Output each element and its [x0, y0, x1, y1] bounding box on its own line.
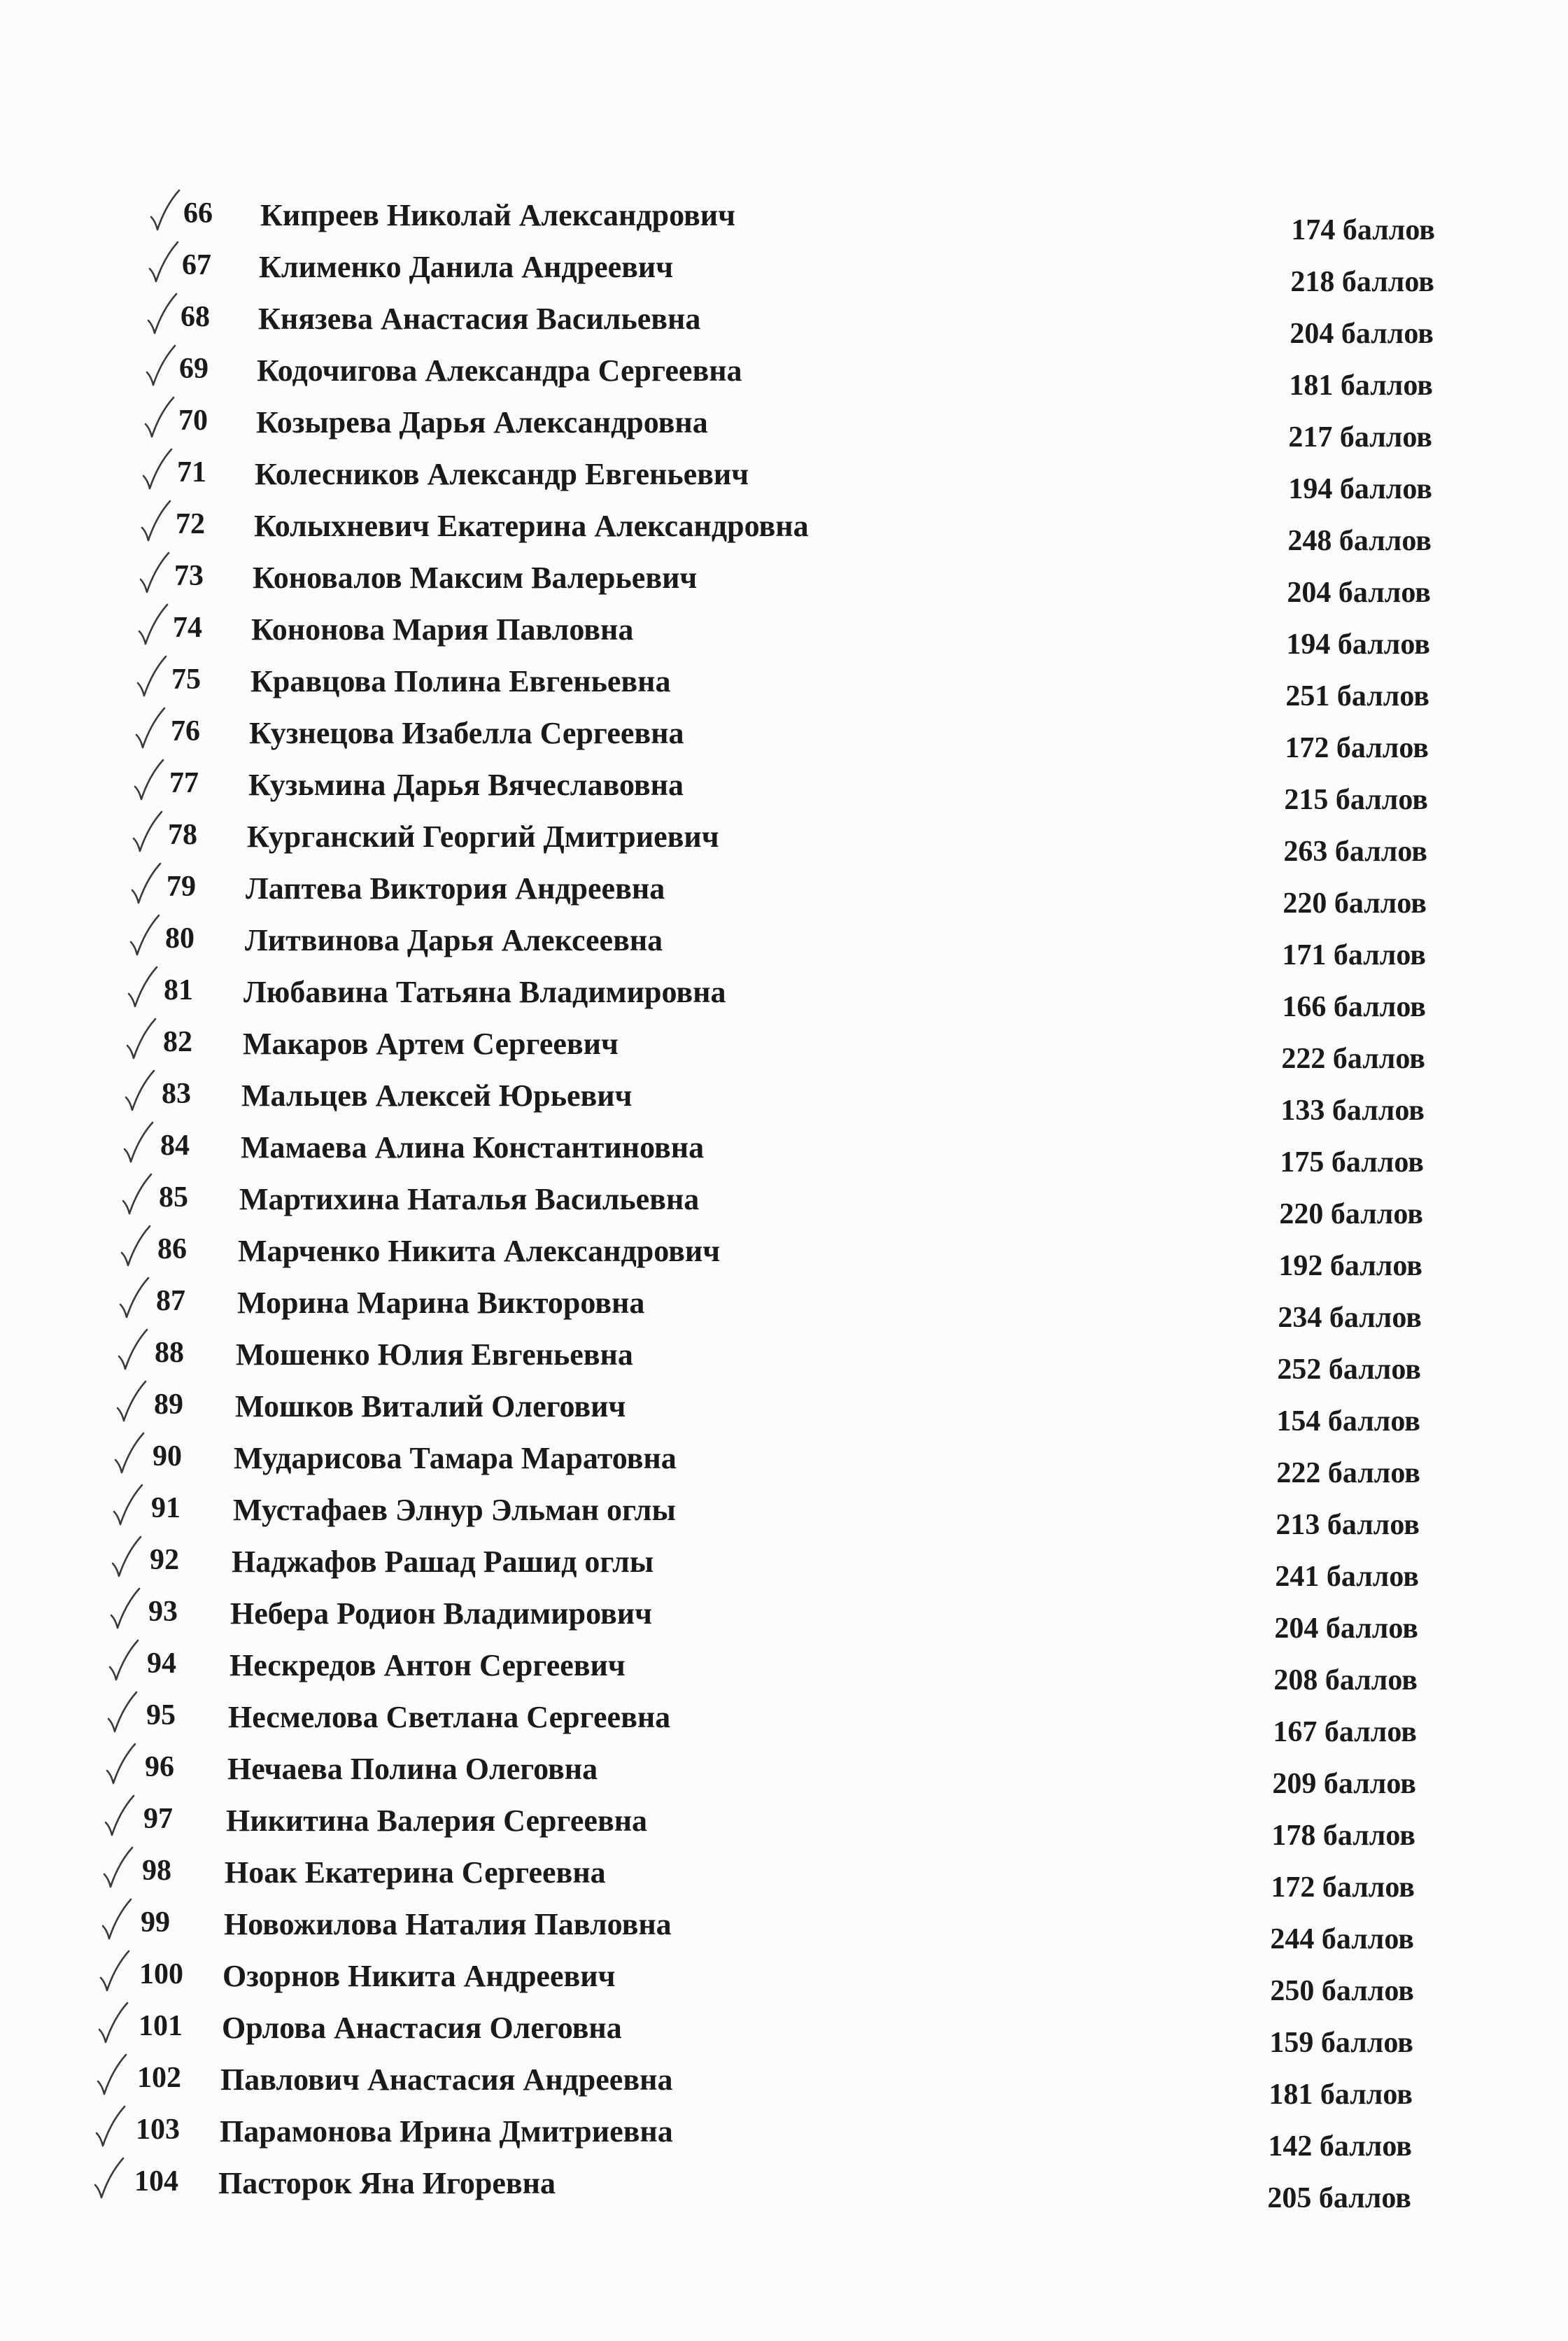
handwritten-checkmark-icon [116, 1328, 148, 1372]
student-name: Озорнов Никита Андреевич [223, 1959, 616, 1993]
list-item [0, 197, 1568, 249]
student-score: 213 баллов [1276, 1509, 1420, 1541]
handwritten-checkmark-icon [110, 1535, 142, 1579]
handwritten-checkmark-icon [136, 603, 169, 647]
handwritten-checkmark-icon [106, 1691, 138, 1734]
student-name: Лаптева Виктория Андреевна [246, 871, 665, 906]
student-name: Павлович Анастасия Андреевна [220, 2062, 673, 2097]
student-score: 222 баллов [1281, 1043, 1425, 1075]
handwritten-checkmark-icon [141, 448, 173, 491]
student-score: 234 баллов [1278, 1302, 1422, 1334]
list-item [0, 974, 1568, 1026]
student-score: 204 баллов [1287, 577, 1431, 609]
list-item [0, 1855, 1568, 1906]
student-name: Мальцев Алексей Юрьевич [241, 1078, 633, 1113]
handwritten-checkmark-icon [104, 1743, 136, 1786]
student-score: 171 баллов [1282, 939, 1426, 971]
list-item [0, 1647, 1568, 1699]
row-number: 66 [183, 197, 213, 230]
row-number: 97 [143, 1803, 173, 1835]
list-item [0, 1958, 1568, 2010]
row-number: 78 [168, 819, 197, 851]
student-score: 194 баллов [1286, 628, 1430, 661]
student-score: 194 баллов [1288, 473, 1432, 505]
student-score: 244 баллов [1270, 1923, 1414, 1955]
row-number: 68 [181, 301, 210, 333]
handwritten-checkmark-icon [100, 1898, 132, 1941]
student-name: Мустафаев Элнур Эльман оглы [233, 1493, 676, 1527]
student-name: Литвинова Дарья Алексеевна [245, 923, 663, 957]
student-name: Любавина Татьяна Владимировна [243, 975, 726, 1009]
list-item [0, 922, 1568, 974]
student-name: Князева Анастасия Васильевна [258, 302, 701, 336]
student-score: 215 баллов [1284, 784, 1428, 816]
student-score: 251 баллов [1285, 680, 1429, 712]
student-score: 250 баллов [1270, 1975, 1414, 2007]
handwritten-checkmark-icon [111, 1484, 143, 1527]
row-number: 76 [171, 715, 200, 747]
list-item [0, 560, 1568, 612]
row-number: 83 [162, 1078, 191, 1110]
handwritten-checkmark-icon [148, 189, 181, 232]
student-score: 175 баллов [1280, 1146, 1424, 1179]
student-score: 218 баллов [1290, 266, 1434, 298]
handwritten-checkmark-icon [135, 655, 167, 698]
row-number: 100 [139, 1958, 183, 1990]
row-number: 70 [178, 405, 208, 437]
handwritten-checkmark-icon [131, 810, 163, 854]
student-name: Макаров Артем Сергеевич [243, 1027, 619, 1061]
student-score: 222 баллов [1276, 1457, 1420, 1489]
student-name: Козырева Дарья Александровна [256, 405, 708, 440]
student-score: 205 баллов [1267, 2182, 1411, 2214]
student-score: 204 баллов [1290, 318, 1434, 350]
handwritten-checkmark-icon [125, 1018, 157, 1061]
student-score: 192 баллов [1278, 1250, 1422, 1282]
list-item [0, 1026, 1568, 1078]
student-name: Небера Родион Владимирович [230, 1596, 652, 1631]
student-score: 217 баллов [1288, 421, 1432, 454]
handwritten-checkmark-icon [147, 241, 179, 284]
list-item [0, 456, 1568, 508]
handwritten-checkmark-icon [146, 293, 178, 336]
student-score: 209 баллов [1272, 1768, 1416, 1800]
row-number: 103 [136, 2114, 180, 2146]
row-number: 91 [151, 1492, 181, 1524]
student-name: Ноак Екатерина Сергеевна [225, 1855, 606, 1890]
row-number: 67 [182, 249, 211, 281]
row-number: 82 [163, 1026, 192, 1058]
student-name: Кузнецова Изабелла Сергеевна [249, 716, 684, 750]
handwritten-checkmark-icon [128, 914, 160, 957]
row-number: 74 [173, 612, 202, 644]
list-item [0, 1078, 1568, 1130]
student-score: 220 баллов [1279, 1198, 1423, 1230]
handwritten-checkmark-icon [94, 2105, 126, 2149]
row-number: 71 [177, 456, 206, 488]
list-item [0, 1130, 1568, 1181]
student-score: 252 баллов [1277, 1354, 1421, 1386]
handwritten-checkmark-icon [108, 1587, 141, 1631]
row-number: 86 [157, 1233, 187, 1265]
student-score: 174 баллов [1291, 214, 1435, 246]
handwritten-checkmark-icon [101, 1846, 134, 1890]
handwritten-checkmark-icon [138, 551, 170, 595]
list-item [0, 871, 1568, 922]
student-score: 167 баллов [1273, 1716, 1417, 1748]
student-name: Колыхневич Екатерина Александровна [254, 509, 809, 543]
handwritten-checkmark-icon [122, 1121, 154, 1165]
row-number: 89 [154, 1389, 183, 1421]
list-item [0, 508, 1568, 560]
list-item [0, 2062, 1568, 2114]
student-name: Кузьмина Дарья Вячеславовна [248, 768, 684, 802]
handwritten-checkmark-icon [103, 1794, 135, 1838]
list-item [0, 1285, 1568, 1337]
handwritten-checkmark-icon [134, 707, 166, 750]
handwritten-checkmark-icon [115, 1380, 147, 1423]
student-name: Кравцова Полина Евгеньевна [250, 664, 671, 698]
row-number: 79 [167, 871, 196, 903]
list-item [0, 353, 1568, 405]
row-number: 99 [141, 1906, 170, 1939]
row-number: 81 [164, 974, 193, 1006]
student-score: 263 баллов [1283, 836, 1427, 868]
student-name: Никитина Валерия Сергеевна [226, 1804, 648, 1838]
list-item [0, 1751, 1568, 1803]
list-item [0, 405, 1568, 456]
student-name: Кодочигова Александра Сергеевна [257, 353, 742, 388]
list-item [0, 612, 1568, 663]
student-score: 172 баллов [1285, 732, 1429, 764]
handwritten-checkmark-icon [144, 344, 176, 388]
student-score: 181 баллов [1269, 2079, 1413, 2111]
list-item [0, 301, 1568, 353]
list-item [0, 1596, 1568, 1647]
student-score: 248 баллов [1287, 525, 1432, 557]
list-item [0, 1544, 1568, 1596]
handwritten-checkmark-icon [98, 1950, 130, 1993]
list-item [0, 1699, 1568, 1751]
student-score: 133 баллов [1280, 1095, 1425, 1127]
list-item [0, 1181, 1568, 1233]
row-number: 98 [142, 1855, 171, 1887]
row-number: 77 [169, 767, 199, 799]
row-number: 84 [160, 1130, 190, 1162]
list-item [0, 1440, 1568, 1492]
handwritten-checkmark-icon [123, 1069, 155, 1113]
list-item [0, 2010, 1568, 2062]
list-item [0, 819, 1568, 871]
student-name: Несмелова Светлана Сергеевна [228, 1700, 671, 1734]
student-score: 241 баллов [1275, 1561, 1419, 1593]
student-score: 178 баллов [1271, 1820, 1415, 1852]
student-name: Клименко Данила Андреевич [259, 250, 674, 284]
row-number: 104 [134, 2165, 178, 2198]
row-number: 73 [174, 560, 204, 592]
student-score: 204 баллов [1274, 1612, 1418, 1645]
student-score: 166 баллов [1282, 991, 1426, 1023]
student-score: 159 баллов [1269, 2027, 1413, 2059]
list-item [0, 1803, 1568, 1855]
student-name: Нескредов Антон Сергеевич [229, 1648, 626, 1682]
handwritten-checkmark-icon [107, 1639, 139, 1682]
student-name: Коновалов Максим Валерьевич [253, 561, 698, 595]
student-name: Орлова Анастасия Олеговна [222, 2011, 622, 2045]
student-name: Мошенко Юлия Евгеньевна [236, 1337, 633, 1372]
row-number: 87 [156, 1285, 185, 1317]
student-name: Мударисова Тамара Маратовна [234, 1441, 677, 1475]
list-item [0, 663, 1568, 715]
row-number: 95 [146, 1699, 176, 1731]
row-number: 69 [179, 353, 209, 385]
student-score: 208 баллов [1273, 1664, 1418, 1696]
handwritten-checkmark-icon [119, 1225, 151, 1268]
row-number: 80 [165, 922, 195, 955]
list-item [0, 1233, 1568, 1285]
row-number: 75 [171, 663, 201, 696]
row-number: 72 [176, 508, 205, 540]
handwritten-checkmark-icon [143, 396, 175, 440]
student-name: Курганский Георгий Дмитриевич [247, 820, 719, 854]
row-number: 85 [159, 1181, 188, 1214]
student-name: Наджафов Рашад Рашид оглы [232, 1545, 654, 1579]
student-score: 181 баллов [1289, 370, 1433, 402]
handwritten-checkmark-icon [118, 1277, 150, 1320]
student-name: Марченко Никита Александрович [238, 1234, 721, 1268]
handwritten-checkmark-icon [132, 759, 164, 802]
row-number: 92 [150, 1544, 179, 1576]
row-number: 94 [147, 1647, 176, 1680]
list-item [0, 2114, 1568, 2165]
student-name: Пасторок Яна Игоревна [218, 2166, 556, 2200]
row-number: 88 [155, 1337, 184, 1369]
row-number: 93 [148, 1596, 178, 1628]
student-name: Мошков Виталий Олегович [235, 1389, 626, 1423]
handwritten-checkmark-icon [126, 966, 158, 1009]
handwritten-checkmark-icon [95, 2053, 127, 2097]
row-number: 102 [137, 2062, 181, 2094]
handwritten-checkmark-icon [139, 500, 171, 543]
row-number: 96 [145, 1751, 174, 1783]
student-name: Нечаева Полина Олеговна [227, 1752, 598, 1786]
handwritten-checkmark-icon [113, 1432, 145, 1475]
row-number: 101 [139, 2010, 183, 2042]
list-item [0, 1337, 1568, 1389]
list-item [0, 715, 1568, 767]
student-name: Морина Марина Викторовна [237, 1286, 645, 1320]
list-item [0, 1389, 1568, 1440]
handwritten-checkmark-icon [97, 2002, 129, 2045]
handwritten-checkmark-icon [129, 862, 162, 906]
student-name: Кононова Мария Павловна [251, 612, 634, 647]
student-name: Мамаева Алина Константиновна [241, 1130, 705, 1165]
student-score: 220 баллов [1283, 887, 1427, 920]
student-name: Новожилова Наталия Павловна [224, 1907, 672, 1941]
student-name: Парамонова Ирина Дмитриевна [220, 2114, 673, 2149]
student-name: Колесников Александр Евгеньевич [255, 457, 749, 491]
student-score: 172 баллов [1271, 1871, 1415, 1904]
handwritten-checkmark-icon [92, 2157, 125, 2200]
student-name: Мартихина Наталья Васильевна [239, 1182, 700, 1216]
student-name: Кипреев Николай Александрович [260, 198, 735, 232]
student-score: 154 баллов [1276, 1405, 1420, 1437]
row-number: 90 [153, 1440, 182, 1472]
student-score: 142 баллов [1268, 2130, 1412, 2163]
list-item [0, 1906, 1568, 1958]
handwritten-checkmark-icon [120, 1173, 153, 1216]
list-item [0, 249, 1568, 301]
list-item [0, 767, 1568, 819]
list-item [0, 1492, 1568, 1544]
list-item [0, 2165, 1568, 2217]
